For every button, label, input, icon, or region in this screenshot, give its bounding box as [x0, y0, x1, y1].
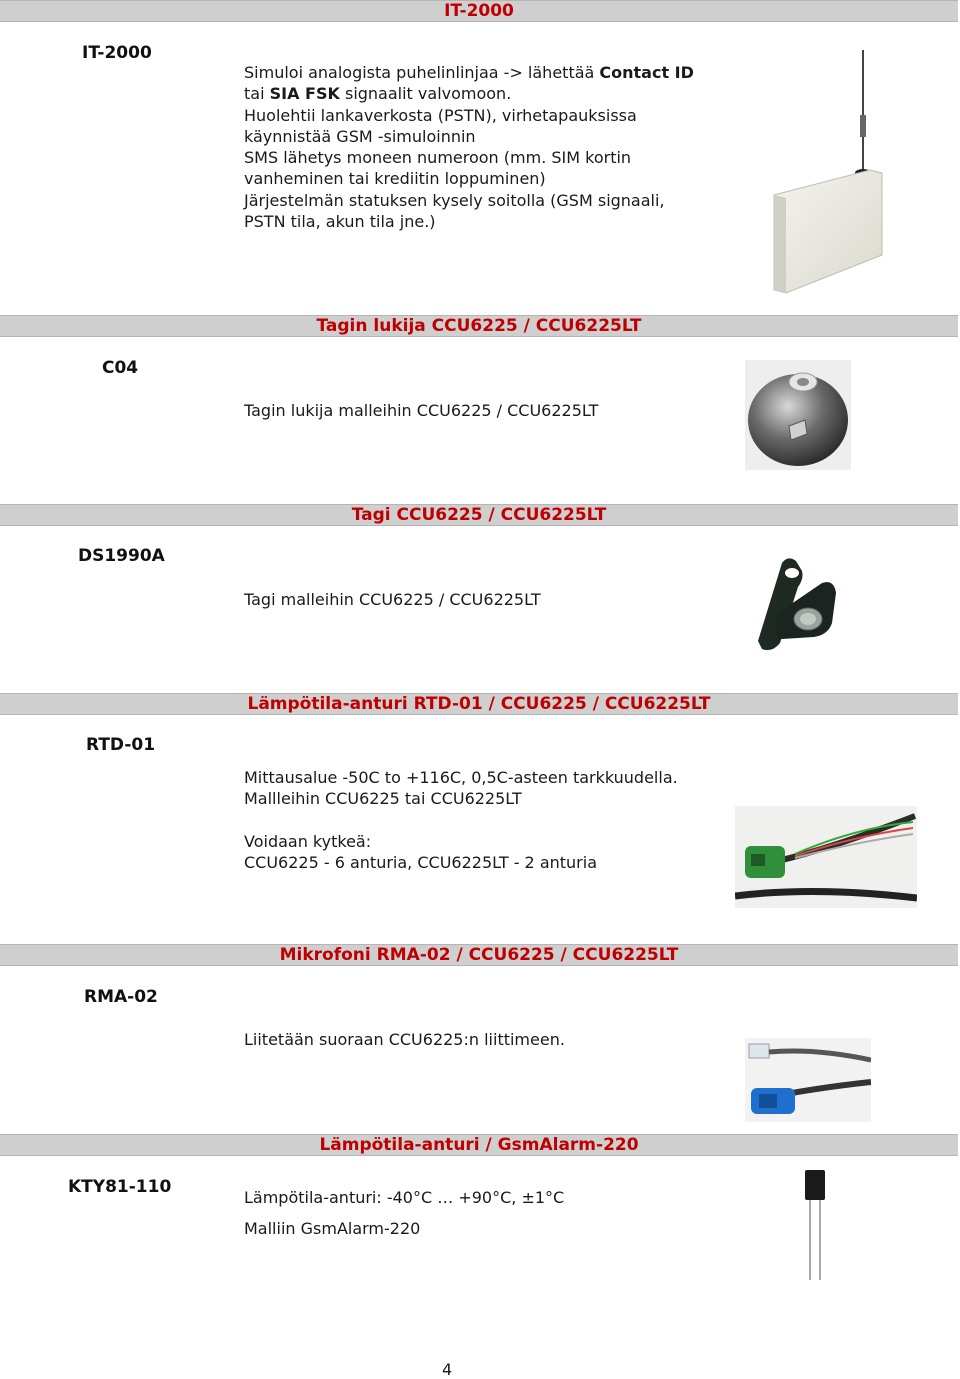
section-title-c04: Tagin lukija CCU6225 / CCU6225LT — [0, 315, 958, 337]
gsm-box-image — [760, 45, 890, 300]
description-rtd01 — [244, 767, 678, 873]
product-code-kty81: KTY81-110 — [68, 1177, 172, 1197]
kty-sensor-image — [800, 1168, 830, 1283]
page-number: 4 — [442, 1360, 453, 1379]
description-c04 — [244, 400, 598, 421]
desc-line: PSTN tila, akun tila jne.) — [244, 212, 436, 232]
product-code-rma02: RMA-02 — [84, 987, 158, 1007]
desc-line: Mallleihin CCU6225 tai CCU6225LT — [244, 789, 522, 809]
section-title-rtd01: Lämpötila-anturi RTD-01 / CCU6225 / CCU6225LT — [0, 693, 958, 715]
desc-line: Malliin GsmAlarm-220 — [244, 1219, 421, 1239]
desc-line: CCU6225 - 6 anturia, CCU6225LT - 2 anturia — [244, 853, 597, 873]
desc-line: Tagin lukija malleihin CCU6225 / CCU6225LT — [244, 401, 599, 420]
section-title-it2000: IT-2000 — [0, 0, 958, 22]
tag-fob-image — [752, 553, 842, 653]
product-code-rtd01: RTD-01 — [86, 735, 156, 755]
section-title-rma02: Mikrofoni RMA-02 / CCU6225 / CCU6225LT — [0, 944, 958, 966]
desc-line — [244, 810, 678, 831]
description-it2000 — [244, 62, 694, 232]
product-code-c04: C04 — [102, 358, 139, 378]
tag-reader-image — [745, 360, 851, 470]
desc-line: Liitetään suoraan CCU6225:n liittimeen. — [244, 1030, 565, 1049]
description-ds1990a — [244, 589, 541, 610]
description-rma02 — [244, 1029, 565, 1050]
product-code-ds1990a: DS1990A — [78, 546, 165, 566]
description-kty81 — [244, 1187, 564, 1240]
microphone-cable-image — [745, 1038, 871, 1122]
desc-line: Voidaan kytkeä: — [244, 831, 372, 851]
desc-line: käynnistää GSM -simuloinnin — [244, 126, 476, 146]
desc-line: Tagi malleihin CCU6225 / CCU6225LT — [244, 590, 541, 609]
desc-line: vanheminen tai krediitin loppuminen) — [244, 169, 546, 189]
desc-line: SMS lähetys moneen numeroon (mm. SIM kortin — [244, 148, 632, 168]
desc-line: Lämpötila-anturi: -40°C … +90°C, ±1°C — [244, 1188, 565, 1207]
desc-line: Simuloi analogista puhelinlinjaa -> lähettää Contact ID — [244, 63, 694, 82]
section-title-ds1990a: Tagi CCU6225 / CCU6225LT — [0, 504, 958, 526]
product-code-it2000: IT-2000 — [82, 43, 152, 63]
desc-line — [244, 1208, 564, 1218]
section-title-kty81: Lämpötila-anturi / GsmAlarm-220 — [0, 1134, 958, 1156]
temperature-sensor-image — [735, 806, 917, 908]
desc-line: tai SIA FSK signaalit valvomoon. — [244, 84, 512, 104]
desc-line: Järjestelmän statuksen kysely soitolla (GSM signaali, — [244, 190, 665, 210]
desc-line: Huolehtii lankaverkosta (PSTN), virhetapauksissa — [244, 105, 637, 125]
desc-line: Mittausalue -50C to +116C, 0,5C-asteen tarkkuudella. — [244, 768, 678, 787]
